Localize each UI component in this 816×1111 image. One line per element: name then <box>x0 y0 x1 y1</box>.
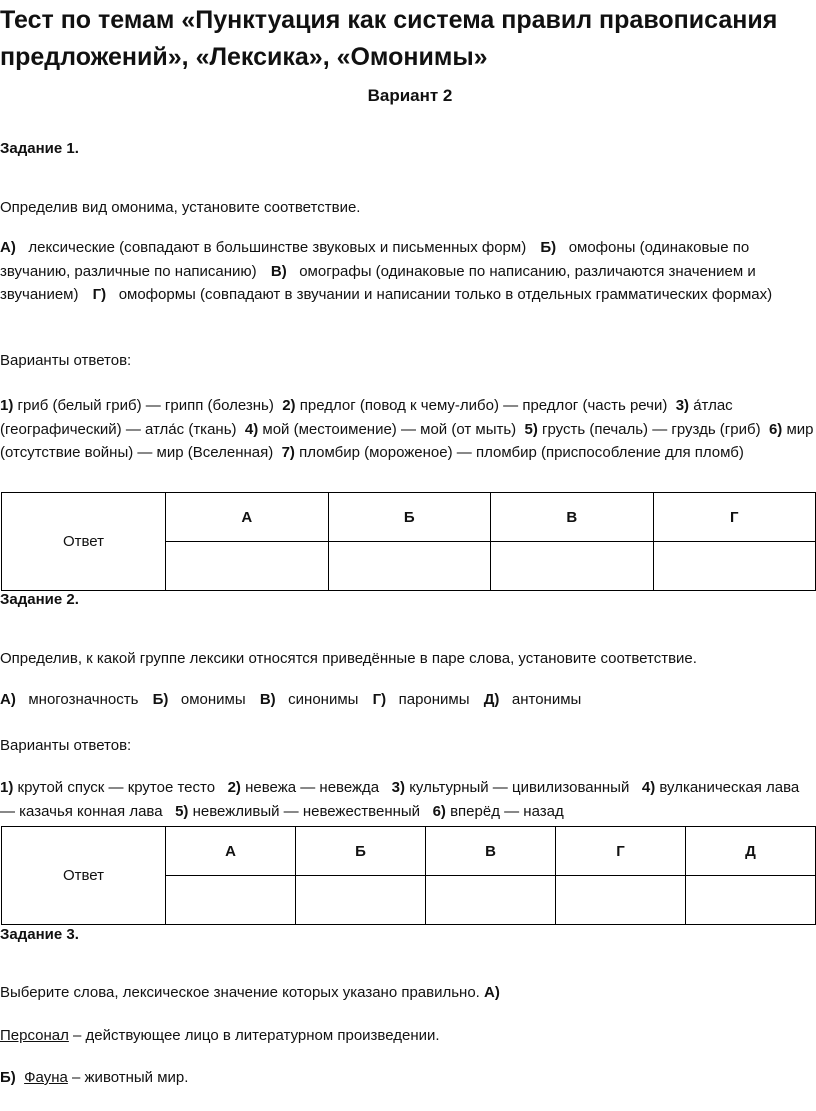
task2-cat-b-letter: Б) <box>152 691 169 708</box>
task1-opt-7-text: пломбир (мороженое) — пломбир (приспособление для пломб) <box>299 444 744 461</box>
task1-heading: Задание 1. <box>0 140 79 157</box>
task2-answer-cell-d[interactable] <box>556 876 686 925</box>
task2-cat-e-letter: Д) <box>483 691 500 708</box>
task3-instruction-line <box>0 981 814 1005</box>
task1-answer-cell-a[interactable] <box>166 542 329 591</box>
task1-col-b: Б <box>328 493 491 542</box>
task2-opt-5-text: невежливый — невежественный <box>192 802 421 820</box>
task1-instruction: Определив вид омонима, установите соответствие. <box>0 199 361 216</box>
task1-opt-6-num: 6) <box>768 420 783 438</box>
task1-cat-b-text: омофоны (одинаковые по звучанию, различные по написанию) <box>0 239 750 280</box>
task1-categories <box>0 236 814 307</box>
task2-opt-6-num: 6) <box>432 802 446 820</box>
task3-item-a-definition: – действующее лицо в литературном произведении. <box>73 1027 440 1044</box>
task3-item-b-letter: Б) <box>0 1069 16 1086</box>
task1-col-a: А <box>166 493 329 542</box>
task2-instruction: Определив, к какой группе лексики относятся приведённые в паре слова, установите соответствие. <box>0 650 697 667</box>
task2-col-e: Д <box>686 827 816 876</box>
task2-cat-a-letter: А) <box>0 691 16 708</box>
task1-options-label: Варианты ответов: <box>0 352 132 369</box>
task2-cat-d-letter: Г) <box>372 691 387 708</box>
task2-answer-cell-c[interactable] <box>426 876 556 925</box>
task1-opt-2-num: 2) <box>282 397 296 414</box>
task2-answer-cell-e[interactable] <box>686 876 816 925</box>
task2-options-label: Варианты ответов: <box>0 737 132 754</box>
task2-answer-row-label: Ответ <box>2 827 166 925</box>
task2-opt-2-num: 2) <box>227 779 241 796</box>
task2-col-a: А <box>166 827 296 876</box>
task3-heading: Задание 3. <box>0 926 79 943</box>
task1-opt-1-num: 1) <box>0 397 14 414</box>
task2-categories <box>0 688 814 712</box>
task2-opt-5-num: 5) <box>175 802 189 820</box>
task2-cat-b-text: омонимы <box>180 691 246 708</box>
variant-heading: Вариант 2 <box>367 86 453 105</box>
task1-answer-row-label: Ответ <box>2 493 166 591</box>
task1-cat-a-letter: А) <box>0 239 16 256</box>
task1-cat-b-letter: Б) <box>540 239 557 256</box>
task1-answer-cell-b[interactable] <box>328 542 491 591</box>
task1-opt-4-text: мой (местоимение) — мой (от мыть) <box>262 420 517 438</box>
task1-cat-a-text: лексические (совпадают в большинстве звуковых и письменных форм) <box>28 239 527 256</box>
task1-opt-3-num: 3) <box>675 397 690 414</box>
task1-opt-6-text: мир (отсутствие войны) — мир (Вселенная) <box>0 420 814 461</box>
task1-col-c: В <box>491 493 654 542</box>
task2-cat-a-text: многозначность <box>28 691 139 708</box>
task3-item-a-letter: А) <box>484 984 500 1001</box>
task2-col-d: Г <box>556 827 686 876</box>
task2-answer-cell-b[interactable] <box>296 876 426 925</box>
task2-heading: Задание 2. <box>0 591 79 608</box>
task1-opt-7-num: 7) <box>281 444 295 461</box>
task2-options <box>0 776 814 823</box>
task1-opt-4-num: 4) <box>244 420 259 438</box>
task2-cat-e-text: антонимы <box>511 691 582 708</box>
task2-opt-4-num: 4) <box>641 779 656 796</box>
task2-cat-d-text: паронимы <box>398 691 470 708</box>
task1-opt-2-text: предлог (повод к чему-либо) — предлог (часть речи) <box>299 397 668 414</box>
task2-col-c: В <box>426 827 556 876</box>
task2-opt-1-num: 1) <box>0 779 14 796</box>
task1-opt-5-num: 5) <box>524 420 538 438</box>
task1-answer-table <box>1 492 816 591</box>
task3-item-b <box>0 1066 814 1090</box>
task2-opt-1-text: крутой спуск — крутое тесто <box>17 779 216 796</box>
task2-cat-c-text: синонимы <box>288 691 359 708</box>
task2-cat-c-letter: В) <box>259 691 276 708</box>
task2-opt-4-text: вулканическая лава — казачья конная лава <box>0 779 800 820</box>
task1-opt-1-text: гриб (белый гриб) — грипп (болезнь) <box>17 397 274 414</box>
task3-item-a-word: Персонал <box>0 1027 69 1044</box>
task3-item-a <box>0 1024 814 1048</box>
task2-opt-6-text: вперёд — назад <box>450 802 564 820</box>
task1-cat-c-letter: В) <box>270 262 287 280</box>
task2-opt-2-text: невежа — невежда <box>245 779 380 796</box>
task3-item-b-definition: – животный мир. <box>72 1069 189 1086</box>
task1-cat-c-text: омографы (одинаковые по написанию, различаются значением и звучанием) <box>0 262 756 303</box>
task1-opt-5-text: грусть (печаль) — груздь (гриб) <box>542 420 761 438</box>
task1-options <box>0 394 814 465</box>
task2-answer-table <box>1 826 816 925</box>
task1-col-d: Г <box>653 493 816 542</box>
task3-item-b-word: Фауна <box>24 1069 68 1086</box>
task2-opt-3-text: культурный — цивилизованный <box>409 779 630 796</box>
task3-instruction: Выберите слова, лексическое значение которых указано правильно. <box>0 984 480 1001</box>
task1-answer-cell-d[interactable] <box>653 542 816 591</box>
task2-answer-cell-a[interactable] <box>166 876 296 925</box>
task2-col-b: Б <box>296 827 426 876</box>
task1-opt-3-text: а́тлас (географический) — атла́с (ткань) <box>0 397 733 438</box>
task2-opt-3-num: 3) <box>391 779 406 796</box>
task1-cat-d-letter: Г) <box>92 286 107 303</box>
page-title: Тест по темам «Пунктуация как система правил правописания предложений», «Лексика», «Омонимы» <box>0 6 778 71</box>
task1-cat-d-text: омоформы (совпадают в звучании и написании только в отдельных грамматических формах) <box>118 286 773 303</box>
task1-answer-cell-c[interactable] <box>491 542 654 591</box>
